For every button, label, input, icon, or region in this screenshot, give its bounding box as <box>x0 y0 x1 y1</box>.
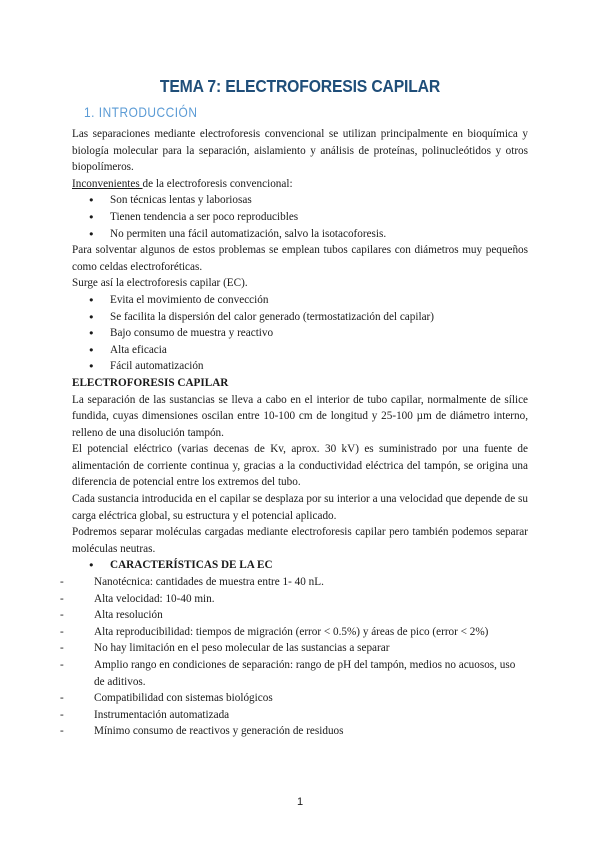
inconvenientes-line <box>72 176 528 193</box>
ec-paragraph-4: Podremos separar moléculas cargadas mediante electroforesis capilar pero también podemos separar moléculas neutras. <box>72 526 528 555</box>
list-item: ● Se facilita la dispersión del calor generado (termostatización del capilar) <box>72 309 528 326</box>
list-item: ● No permiten una fácil automatización, salvo la isotacoforesis. <box>72 226 528 243</box>
ec-intro-line: Surge así la electroforesis capilar (EC). <box>72 277 248 290</box>
list-item: - Compatibilidad con sistemas biológicos <box>60 690 528 707</box>
list-item: - Mínimo consumo de reactivos y generación de residuos <box>60 723 528 740</box>
list-item: - No hay limitación en el peso molecular de las sustancias a separar <box>60 640 528 657</box>
list-item: - Instrumentación automatizada <box>60 707 528 724</box>
list-item: ● Fácil automatización <box>72 358 528 375</box>
list-item: ● Bajo consumo de muestra y reactivo <box>72 325 528 342</box>
inconvenientes-list <box>72 192 528 242</box>
list-item: ● Tienen tendencia a ser poco reproducibles <box>72 209 528 226</box>
ec-paragraph-1: La separación de las sustancias se lleva a cabo en el interior de tubo capilar, normalmente de sílice fundida, cuyas dimensiones oscilan entre 10-100 cm de longitud y 25-100 µm de diámetro interno, relleno de una disolución tampón. <box>72 393 528 439</box>
list-item: ● Alta eficacia <box>72 342 528 359</box>
caracteristicas-heading: ● CARACTERÍSTICAS DE LA EC <box>72 557 528 574</box>
ec-advantages-list <box>72 292 528 375</box>
solution-paragraph: Para solventar algunos de estos problemas se emplean tubos capilares con diámetros muy pequeños como celdas electroforéticas. <box>72 244 528 273</box>
document-title: TEMA 7: ELECTROFORESIS CAPILAR <box>159 76 441 96</box>
list-item: ● Evita el movimiento de convección <box>72 292 528 309</box>
ec-heading: ELECTROFORESIS CAPILAR <box>72 376 229 389</box>
list-item: - Nanotécnica: cantidades de muestra entre 1- 40 nL. <box>60 574 528 591</box>
ec-paragraph-3: Cada sustancia introducida en el capilar se desplaza por su interior a una velocidad que depende de su carga eléctrica global, su estructura y el potencial aplicado. <box>72 493 528 522</box>
document-body <box>72 126 528 740</box>
ec-paragraph-2: El potencial eléctrico (varias decenas de Kv, aprox. 30 kV) es suministrado por una fuente de alimentación de corriente continua y, gracias a la conductividad eléctrica del tampón, se origina una diferencia de potencial entre los extremos del tubo. <box>72 443 528 489</box>
caracteristicas-list <box>60 574 528 740</box>
list-item: - Alta reproducibilidad: tiempos de migración (error < 0.5%) y áreas de pico (error < 2%) <box>60 624 528 641</box>
page-number: 1 <box>296 796 304 808</box>
inconvenientes-label: Inconvenientes <box>72 177 143 190</box>
section-heading: 1. INTRODUCCIÓN <box>84 104 198 120</box>
intro-paragraph: Las separaciones mediante electroforesis convencional se utilizan principalmente en bioquímica y biología molecular para la separación, aislamiento y análisis de proteínas, polinucleótidos y otros biopolímeros. <box>72 128 528 174</box>
inconvenientes-rest: de la electroforesis convencional: <box>142 177 293 190</box>
list-item: ● Son técnicas lentas y laboriosas <box>72 192 528 209</box>
list-item: - Amplio rango en condiciones de separación: rango de pH del tampón, medios no acuosos, uso de aditivos. <box>60 657 528 690</box>
list-item: - Alta resolución <box>60 607 528 624</box>
list-item: - Alta velocidad: 10-40 min. <box>60 591 528 608</box>
